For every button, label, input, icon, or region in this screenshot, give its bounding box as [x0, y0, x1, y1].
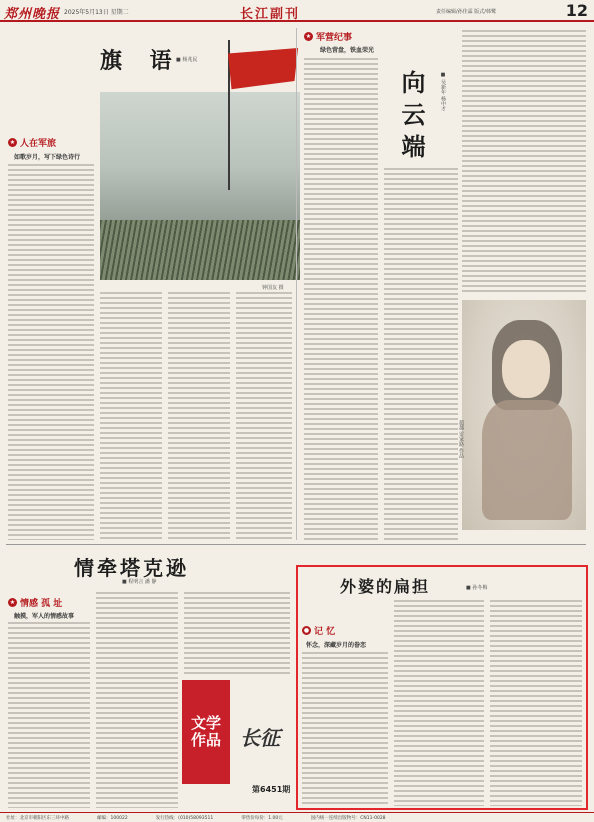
- footer-price: 零售价每份：1.00元: [241, 815, 283, 821]
- section-subtitle: 如歌岁月，写下绿色诗行: [14, 154, 81, 161]
- section-heading-military: [8, 136, 56, 148]
- section-heading-barracks: [304, 30, 352, 42]
- photo-credit: 钟国友 摄: [262, 285, 284, 291]
- star-icon: ★: [9, 598, 16, 606]
- article-body-col12: [394, 600, 484, 806]
- star-icon: ★: [305, 32, 312, 40]
- article-body-col7: [462, 30, 586, 292]
- footer-issn: 国内统一连续出版物号：CN11-0028: [310, 815, 386, 821]
- article-title-flag: 旗 语: [100, 48, 182, 74]
- masthead: [0, 0, 594, 22]
- byline-flag: ■ 杨兆民: [176, 57, 198, 63]
- section-subtitle: 触摸，军人的情感故事: [14, 613, 75, 620]
- horizontal-divider: [6, 544, 586, 545]
- flag-photo: [100, 92, 300, 280]
- article-body-col5: [304, 58, 378, 540]
- section-tag: 军营纪事: [316, 32, 353, 43]
- article-body-col10: [184, 592, 290, 676]
- column-divider: [296, 28, 297, 540]
- section-heading-emotion: [8, 596, 62, 608]
- painting-face: [502, 340, 550, 398]
- section-tag: 记 忆: [314, 626, 336, 637]
- painting-body: [482, 400, 572, 520]
- clock-icon: ●: [303, 626, 310, 634]
- byline-carrying-pole: ■ 孙冬梅: [466, 585, 488, 591]
- newspaper-logo: 郑州晚报: [4, 7, 61, 22]
- star-icon: ★: [9, 138, 16, 146]
- literature-block: [182, 680, 230, 784]
- article-body-col2: [100, 292, 162, 540]
- editor-credits: 责任编辑/孙佳霖 版式/韩鹭: [436, 9, 496, 15]
- literature-label: 文学: [190, 714, 221, 732]
- article-body-col6: [384, 168, 458, 540]
- page-footer: [0, 812, 594, 822]
- article-title-tacson: 情牵塔克逊: [74, 556, 189, 580]
- section-tag: 人在军旅: [20, 138, 57, 149]
- section-title: 长江副刊: [240, 7, 301, 22]
- article-body-col3: [168, 292, 230, 540]
- page-number: 12: [565, 1, 588, 20]
- article-body-col11: [302, 652, 388, 806]
- footer-hotline: 发行热线：(010)58093511: [155, 815, 214, 821]
- footer-address: 社址：北京市朝阳区东三环中路: [6, 815, 69, 821]
- footer-postcode: 邮编：100022: [97, 815, 128, 821]
- portrait-painting: [462, 300, 586, 530]
- section-subtitle: 绿色营盘，铁血荣光: [320, 47, 375, 54]
- section-tag: 情感 孤 址: [20, 598, 63, 609]
- article-title-cloud: 向云端: [397, 70, 426, 166]
- calligraphy-signature: 长征: [240, 726, 280, 750]
- section-heading-memory: [302, 624, 335, 636]
- issue-date: 2025年5月13日 星期二: [64, 9, 129, 16]
- byline-cloud: ■ 吴新年 杨中才: [440, 72, 446, 112]
- photo-grass: [100, 220, 300, 280]
- article-title-carrying-pole: 外婆的扁担: [340, 577, 431, 596]
- issue-number: 第6451期: [252, 785, 291, 794]
- painting-caption: 超越 雷家路 作品: [458, 420, 464, 459]
- article-body-col8: [8, 622, 90, 808]
- section-subtitle: 怀念，深藏岁月的眷恋: [306, 642, 367, 649]
- works-label: 作品: [190, 731, 221, 749]
- article-body-col4: [236, 292, 292, 540]
- article-body-col9: [96, 592, 178, 808]
- article-body-col13: [490, 600, 582, 806]
- byline-tacson: ■ 程明言 潘 静: [122, 579, 157, 585]
- article-body-col1: [8, 164, 94, 540]
